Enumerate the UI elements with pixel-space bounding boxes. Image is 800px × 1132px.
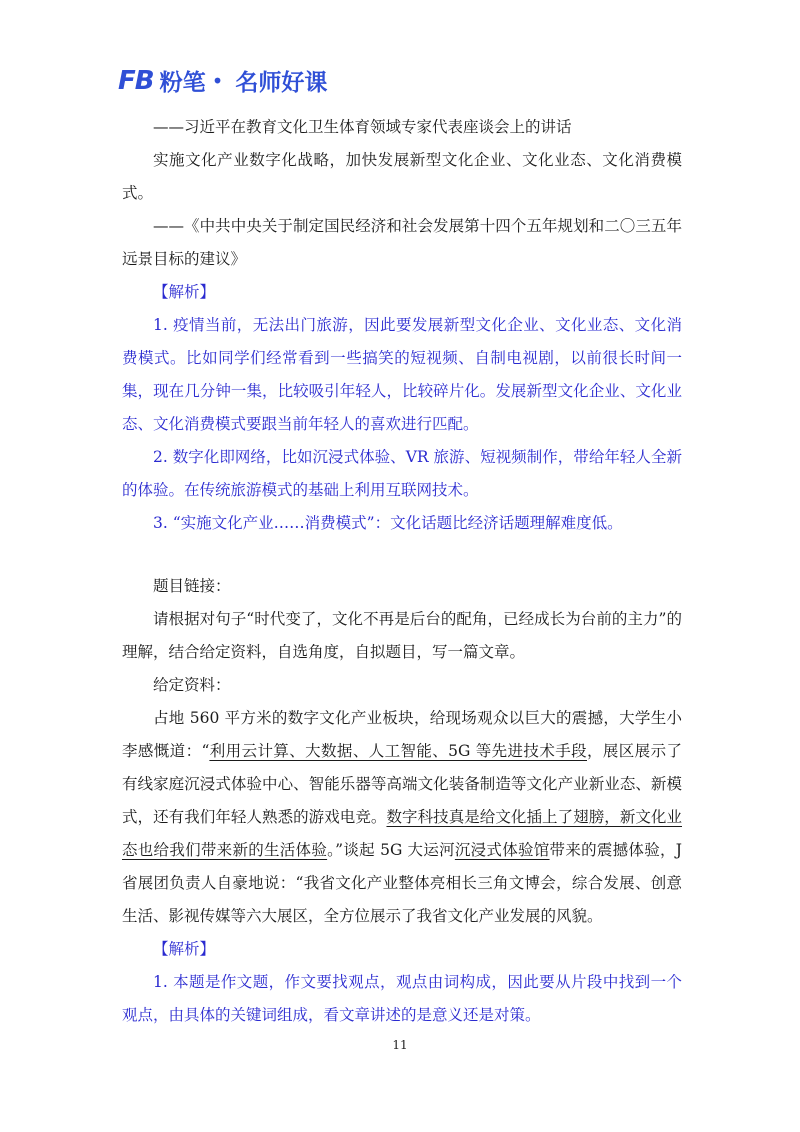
material-underline-1: 利用云计算、大数据、人工智能、5G 等先进技术手段 xyxy=(209,742,587,760)
material-text-1: 占地 560 平方米的数字文化产业板块，给现场观众以巨大的震撼，大学生小李感慨道：“ xyxy=(122,709,682,760)
material-text-3: 。”谈起 5G 大运河 xyxy=(327,841,455,859)
material-text-4: 带来的震撼体验，J 省展团负责人自豪地说：“我省文化产业整体亮相长三角文博会，综合发展、创意生活、影视传媒等六大展区，全方位展示了我省文化产业发展的风貌。 xyxy=(122,841,682,925)
question-link-label: 题目链接： xyxy=(153,577,231,595)
material-label: 给定资料： xyxy=(153,676,231,694)
quote1-source: ——习近平在教育文化卫生体育领域专家代表座谈会上的讲话 xyxy=(153,118,572,136)
brand-separator: • xyxy=(211,68,224,93)
analysis-point-3: 3. “实施文化产业……消费模式”：文化话题比经济话题理解难度低。 xyxy=(153,514,623,532)
brand-name: 粉笔 xyxy=(159,70,206,96)
analysis-point-2: 2. 数字化即网络，比如沉浸式体验、VR 旅游、短视频制作，带给年轻人全新的体验。在传统旅游模式的基础上利用互联网技术。 xyxy=(122,448,682,499)
analysis-heading-2: 【解析】 xyxy=(153,940,216,958)
fenbi-logo-icon: FB xyxy=(118,65,154,96)
analysis-point-1: 1. 疫情当前，无法出门旅游，因此要发展新型文化企业、文化业态、文化消费模式。比如同学们经常看到一些搞笑的短视频、自制电视剧，以前很长时间一集，现在几分钟一集，比较吸引年轻人，比较碎片化。发展新型文化企业、文化业态、文化消费模式要跟当前年轻人的喜欢进行匹配。 xyxy=(122,316,682,433)
brand-slogan: 名师好课 xyxy=(235,70,328,96)
material-underline-3: 沉浸式体验馆 xyxy=(454,841,550,859)
page-number: 11 xyxy=(392,1038,408,1052)
material-text-2: ，展区展示了有线家庭沉浸式体验中心、智能乐器等高端文化装备制造等文化产业新业态、新模式，还有我们年轻人熟悉的游戏电竞。 xyxy=(122,742,682,826)
quote2-source: ——《中共中央关于制定国民经济和社会发展第十四个五年规划和二〇三五年远景目标的建议》 xyxy=(122,217,682,268)
question-text: 请根据对句子“时代变了，文化不再是后台的配角，已经成长为台前的主力”的理解，结合给定资料，自选角度，自拟题目，写一篇文章。 xyxy=(122,610,682,661)
section-spacer xyxy=(122,540,682,570)
document-body xyxy=(122,111,682,1032)
analysis-heading: 【解析】 xyxy=(153,283,216,301)
material-underline-2: 数字科技真是给文化插上了翅膀，新文化业态也给我们带来新的生活体验 xyxy=(122,808,682,859)
material-paragraph xyxy=(122,702,682,933)
brand-header xyxy=(118,64,327,97)
quote2-text: 实施文化产业数字化战略，加快发展新型文化企业、文化业态、文化消费模式。 xyxy=(122,151,682,202)
analysis2-point-1: 1. 本题是作文题，作文要找观点，观点由词构成，因此要从片段中找到一个观点，由具体的关键词组成，看文章讲述的是意义还是对策。 xyxy=(122,973,682,1024)
